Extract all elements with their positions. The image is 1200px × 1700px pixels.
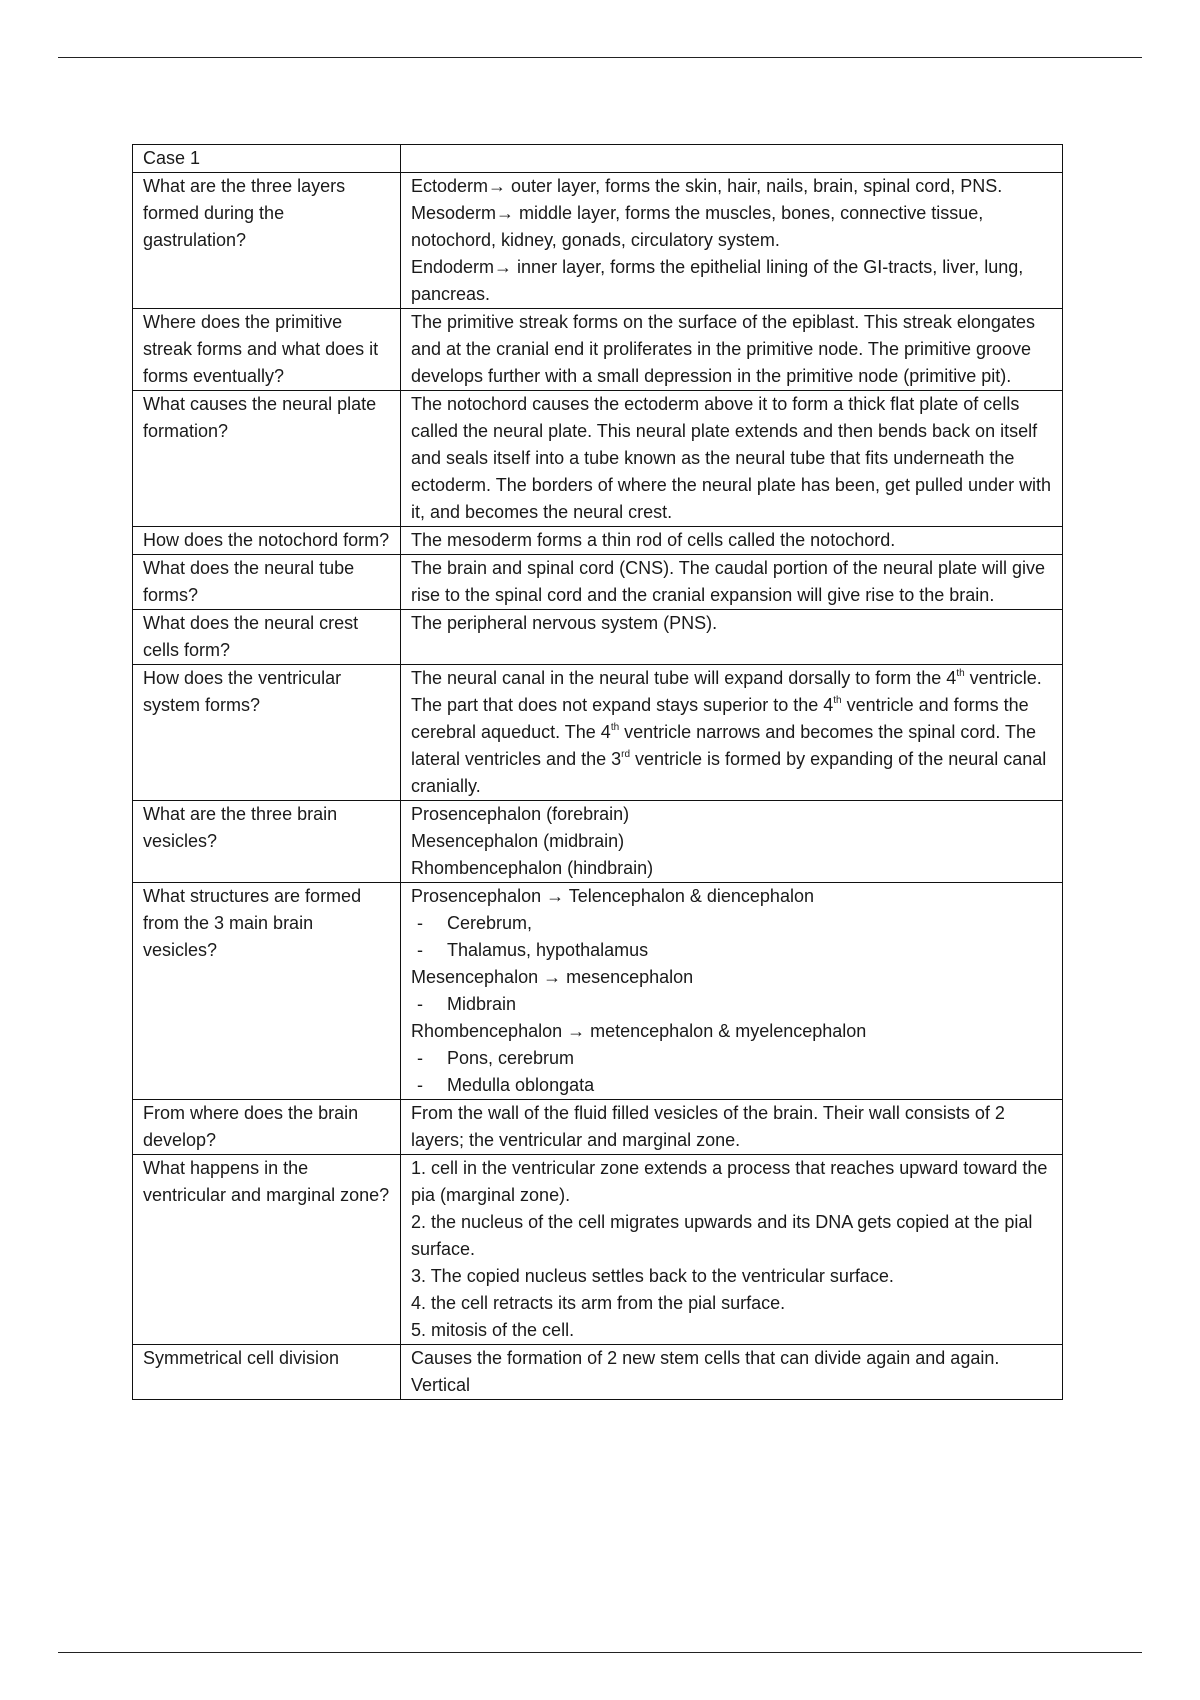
table-heading-row bbox=[133, 145, 1063, 173]
answer-cell bbox=[401, 665, 1063, 801]
table-row bbox=[133, 527, 1063, 555]
answer-line: Endoderm→ inner layer, forms the epithelial lining of the GI-tracts, liver, lung, pancreas. bbox=[411, 257, 1024, 304]
answer-line: 3. The copied nucleus settles back to the ventricular surface. bbox=[411, 1266, 894, 1286]
answer-cell bbox=[401, 173, 1063, 309]
table-row bbox=[133, 1100, 1063, 1155]
answer-line: 4. the cell retracts its arm from the pial surface. bbox=[411, 1293, 786, 1313]
answer-line: Mesencephalon (midbrain) bbox=[411, 831, 625, 851]
footer-rule bbox=[58, 1652, 1142, 1653]
question-cell: Symmetrical cell division bbox=[133, 1345, 401, 1400]
answer-line: Ectoderm→ outer layer, forms the skin, hair, nails, brain, spinal cord, PNS. bbox=[411, 176, 1003, 196]
answer-line: Causes the formation of 2 new stem cells that can divide again and again. Vertical bbox=[411, 1348, 1000, 1395]
answer-line: The primitive streak forms on the surface of the epiblast. This streak elongates and at the cranial end it proliferates in the primitive node. The primitive groove develops further with a small depression in the primitive node (primitive pit). bbox=[411, 312, 1035, 386]
bullet-item: - Pons, cerebrum bbox=[411, 1045, 1054, 1072]
table-row bbox=[133, 173, 1063, 309]
table-row bbox=[133, 1155, 1063, 1345]
header-rule bbox=[58, 57, 1142, 58]
answer-cell bbox=[401, 801, 1063, 883]
answer-text: The neural canal in the neural tube will expand dorsally to form the 4 bbox=[411, 668, 957, 688]
table-row bbox=[133, 555, 1063, 610]
answer-line: 2. the nucleus of the cell migrates upwards and its DNA gets copied at the pial surface. bbox=[411, 1212, 1033, 1259]
question-cell: How does the ventricular system forms? bbox=[133, 665, 401, 801]
answer-cell bbox=[401, 555, 1063, 610]
bullet-item: - Cerebrum, bbox=[411, 910, 1054, 937]
empty-cell bbox=[401, 145, 1063, 173]
answer-text: ventricle is formed by expanding of the neural canal cranially. bbox=[411, 749, 1047, 796]
table-row bbox=[133, 801, 1063, 883]
case-table bbox=[132, 144, 1063, 1400]
answer-line: The brain and spinal cord (CNS). The caudal portion of the neural plate will give rise to the spinal cord and the cranial expansion will give rise to the brain. bbox=[411, 558, 1046, 605]
question-cell: What are the three layers formed during the gastrulation? bbox=[133, 173, 401, 309]
question-cell: How does the notochord form? bbox=[133, 527, 401, 555]
case-title: Case 1 bbox=[133, 145, 401, 173]
answer-cell bbox=[401, 527, 1063, 555]
answer-line: Rhombencephalon (hindbrain) bbox=[411, 858, 654, 878]
table-row bbox=[133, 391, 1063, 527]
ordinal-superscript: th bbox=[610, 722, 620, 733]
answer-cell bbox=[401, 1100, 1063, 1155]
answer-text: ventricle and forms the cerebral aqueduct. The 4 bbox=[411, 695, 1029, 742]
table-row bbox=[133, 883, 1063, 1100]
answer-line: Prosencephalon (forebrain) bbox=[411, 804, 630, 824]
question-cell: From where does the brain develop? bbox=[133, 1100, 401, 1155]
answer-line: 1. cell in the ventricular zone extends a process that reaches upward toward the pia (marginal zone). bbox=[411, 1158, 1048, 1205]
question-cell: What does the neural crest cells form? bbox=[133, 610, 401, 665]
question-cell: What structures are formed from the 3 main brain vesicles? bbox=[133, 883, 401, 1100]
bullet-item: - Medulla oblongata bbox=[411, 1072, 1054, 1099]
answer-line: Mesoderm→ middle layer, forms the muscles, bones, connective tissue, notochord, kidney, gonads, circulatory system. bbox=[411, 203, 984, 250]
ordinal-superscript: th bbox=[956, 668, 965, 679]
bullet-item: - Midbrain bbox=[411, 991, 1054, 1018]
question-cell: What causes the neural plate formation? bbox=[133, 391, 401, 527]
bullet-item: - Thalamus, hypothalamus bbox=[411, 937, 1054, 964]
ordinal-superscript: th bbox=[833, 695, 842, 706]
question-cell: What are the three brain vesicles? bbox=[133, 801, 401, 883]
vesicle-heading: Prosencephalon → Telencephalon & diencephalon bbox=[411, 886, 814, 906]
answer-text: ventricle. The part that does not expand stays superior to the 4 bbox=[411, 668, 1042, 715]
answer-cell bbox=[401, 391, 1063, 527]
answer-line: The notochord causes the ectoderm above it to form a thick flat plate of cells called the neural plate. This neural plate extends and then bends back on itself and seals itself into a tube known as the neural tube that fits underneath the ectoderm. The borders of where the neural plate has been, get pulled under with it, and becomes the neural crest. bbox=[411, 394, 1052, 522]
answer-line: 5. mitosis of the cell. bbox=[411, 1320, 575, 1340]
vesicle-heading: Mesencephalon → mesencephalon bbox=[411, 967, 694, 987]
answer-line: From the wall of the fluid filled vesicles of the brain. Their wall consists of 2 layers; the ventricular and marginal zone. bbox=[411, 1103, 1005, 1150]
answer-line: The mesoderm forms a thin rod of cells called the notochord. bbox=[411, 530, 896, 550]
ordinal-superscript: rd bbox=[621, 749, 631, 760]
answer-cell bbox=[401, 1155, 1063, 1345]
table-row bbox=[133, 665, 1063, 801]
table-row bbox=[133, 1345, 1063, 1400]
table-row bbox=[133, 309, 1063, 391]
question-cell: What does the neural tube forms? bbox=[133, 555, 401, 610]
answer-cell bbox=[401, 610, 1063, 665]
answer-cell bbox=[401, 883, 1063, 1100]
table-row bbox=[133, 610, 1063, 665]
vesicle-heading: Rhombencephalon → metencephalon & myelencephalon bbox=[411, 1021, 867, 1041]
answer-cell bbox=[401, 309, 1063, 391]
answer-text: ventricle narrows and becomes the spinal cord. The lateral ventricles and the 3 bbox=[411, 722, 1037, 769]
answer-cell bbox=[401, 1345, 1063, 1400]
question-cell: What happens in the ventricular and marginal zone? bbox=[133, 1155, 401, 1345]
answer-line: The peripheral nervous system (PNS). bbox=[411, 613, 718, 633]
question-cell: Where does the primitive streak forms and what does it forms eventually? bbox=[133, 309, 401, 391]
